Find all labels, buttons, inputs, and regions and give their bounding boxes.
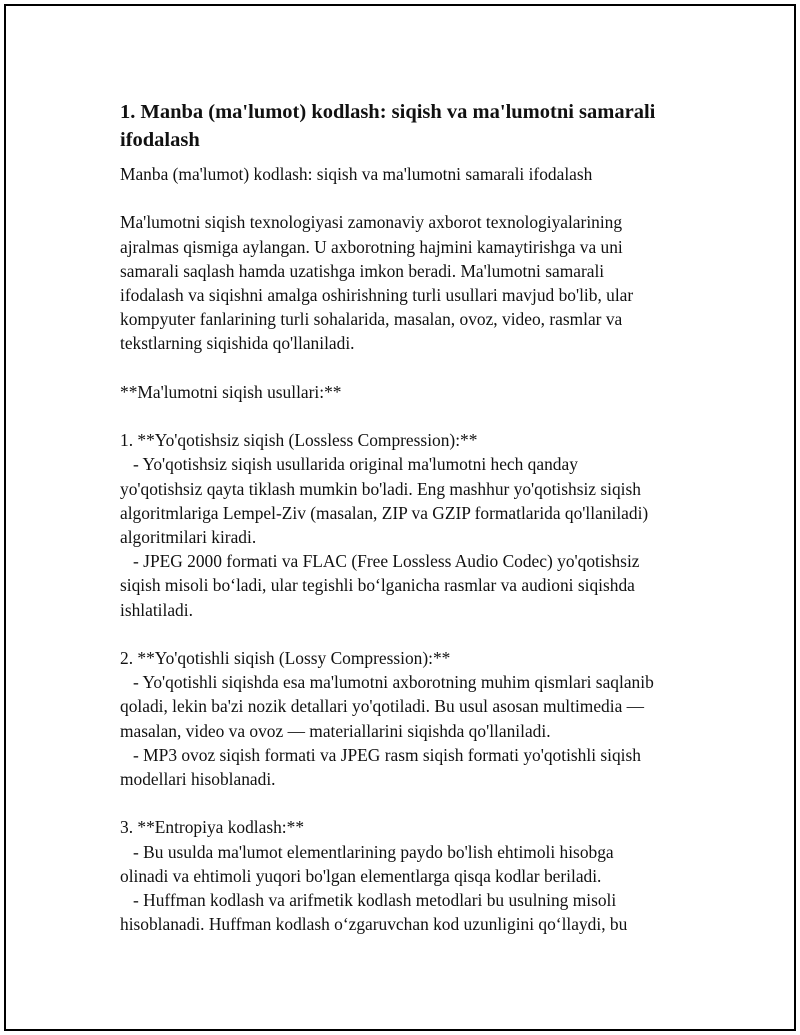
document-body <box>120 162 710 936</box>
text-line: **Ma'lumotni siqish usullari:** <box>120 381 342 402</box>
text-line: olinadi va ehtimoli yuqori bo'lgan elementlarga qisqa kodlar beriladi. <box>120 865 602 886</box>
text-line: 3. **Entropiya kodlash:** <box>120 817 305 838</box>
text-line: ishlatiladi. <box>120 599 193 620</box>
text-line: tekstlarning siqishida qo'llaniladi. <box>120 333 355 354</box>
text-line: yo'qotishsiz qayta tiklash mumkin bo'ladi. Eng mashhur yo'qotishsiz siqish <box>120 478 641 499</box>
text-line: algoritmilari kiradi. <box>120 527 257 547</box>
text-line: 1. **Yo'qotishsiz siqish (Lossless Compression):** <box>120 430 478 451</box>
text-line: ifodalash va siqishni amalga oshirishning turli usullari mavjud bo'lib, ular <box>120 285 634 305</box>
text-line: ajralmas qismiga aylangan. U axborotning hajmini kamaytirishga va uni <box>120 236 623 257</box>
text-line: - Bu usulda ma'lumot elementlarining paydo bo'lish ehtimoli hisobga <box>120 841 614 862</box>
blank-line <box>120 356 710 380</box>
text-line: - Yo'qotishsiz siqish usullarida original ma'lumotni hech qanday <box>120 454 578 475</box>
document-content <box>120 98 710 936</box>
text-line: - MP3 ovoz siqish formati va JPEG rasm siqish formati yo'qotishli siqish <box>120 744 641 765</box>
blank-line <box>120 622 710 646</box>
text-line: kompyuter fanlarining turli sohalarida, masalan, ovoz, video, rasmlar va <box>120 309 623 330</box>
text-line: masalan, video va ovoz — materiallarini siqishda qo'llaniladi. <box>120 720 551 741</box>
text-line: qoladi, lekin ba'zi nozik detallari yo'qotiladi. Bu usul asosan multimedia — <box>120 696 645 717</box>
document-heading: 1. Manba (ma'lumot) kodlash: siqish va ma'lumotni samarali ifodalash <box>120 101 656 151</box>
text-line: - Yo'qotishli siqishda esa ma'lumotni axborotning muhim qismlari saqlanib <box>120 672 654 693</box>
text-line: - JPEG 2000 formati va FLAC (Free Lossless Audio Codec) yo'qotishsiz <box>120 551 640 572</box>
text-line: Ma'lumotni siqish texnologiyasi zamonaviy axborot texnologiyalarining <box>120 212 623 233</box>
text-line: modellari hisoblanadi. <box>120 769 276 790</box>
blank-line <box>120 186 710 210</box>
blank-line <box>120 791 710 815</box>
document-page <box>4 4 796 1031</box>
blank-line <box>120 404 710 428</box>
text-line: samarali saqlash hamda uzatishga imkon beradi. Ma'lumotni samarali <box>120 260 605 281</box>
text-line: Manba (ma'lumot) kodlash: siqish va ma'lumotni samarali ifodalash <box>120 164 593 184</box>
text-line: hisoblanadi. Huffman kodlash o‘zgaruvchan kod uzunligini qo‘llaydi, bu <box>120 914 628 935</box>
text-line: algoritmlariga Lempel-Ziv (masalan, ZIP va GZIP formatlarida qo'llaniladi) <box>120 502 649 523</box>
text-line: siqish misoli bo‘ladi, ular tegishli bo‘lganicha rasmlar va audioni siqishda <box>120 575 635 596</box>
text-line: 2. **Yo'qotishli siqish (Lossy Compression):** <box>120 648 451 668</box>
text-line: - Huffman kodlash va arifmetik kodlash metodlari bu usulning misoli <box>120 890 617 911</box>
